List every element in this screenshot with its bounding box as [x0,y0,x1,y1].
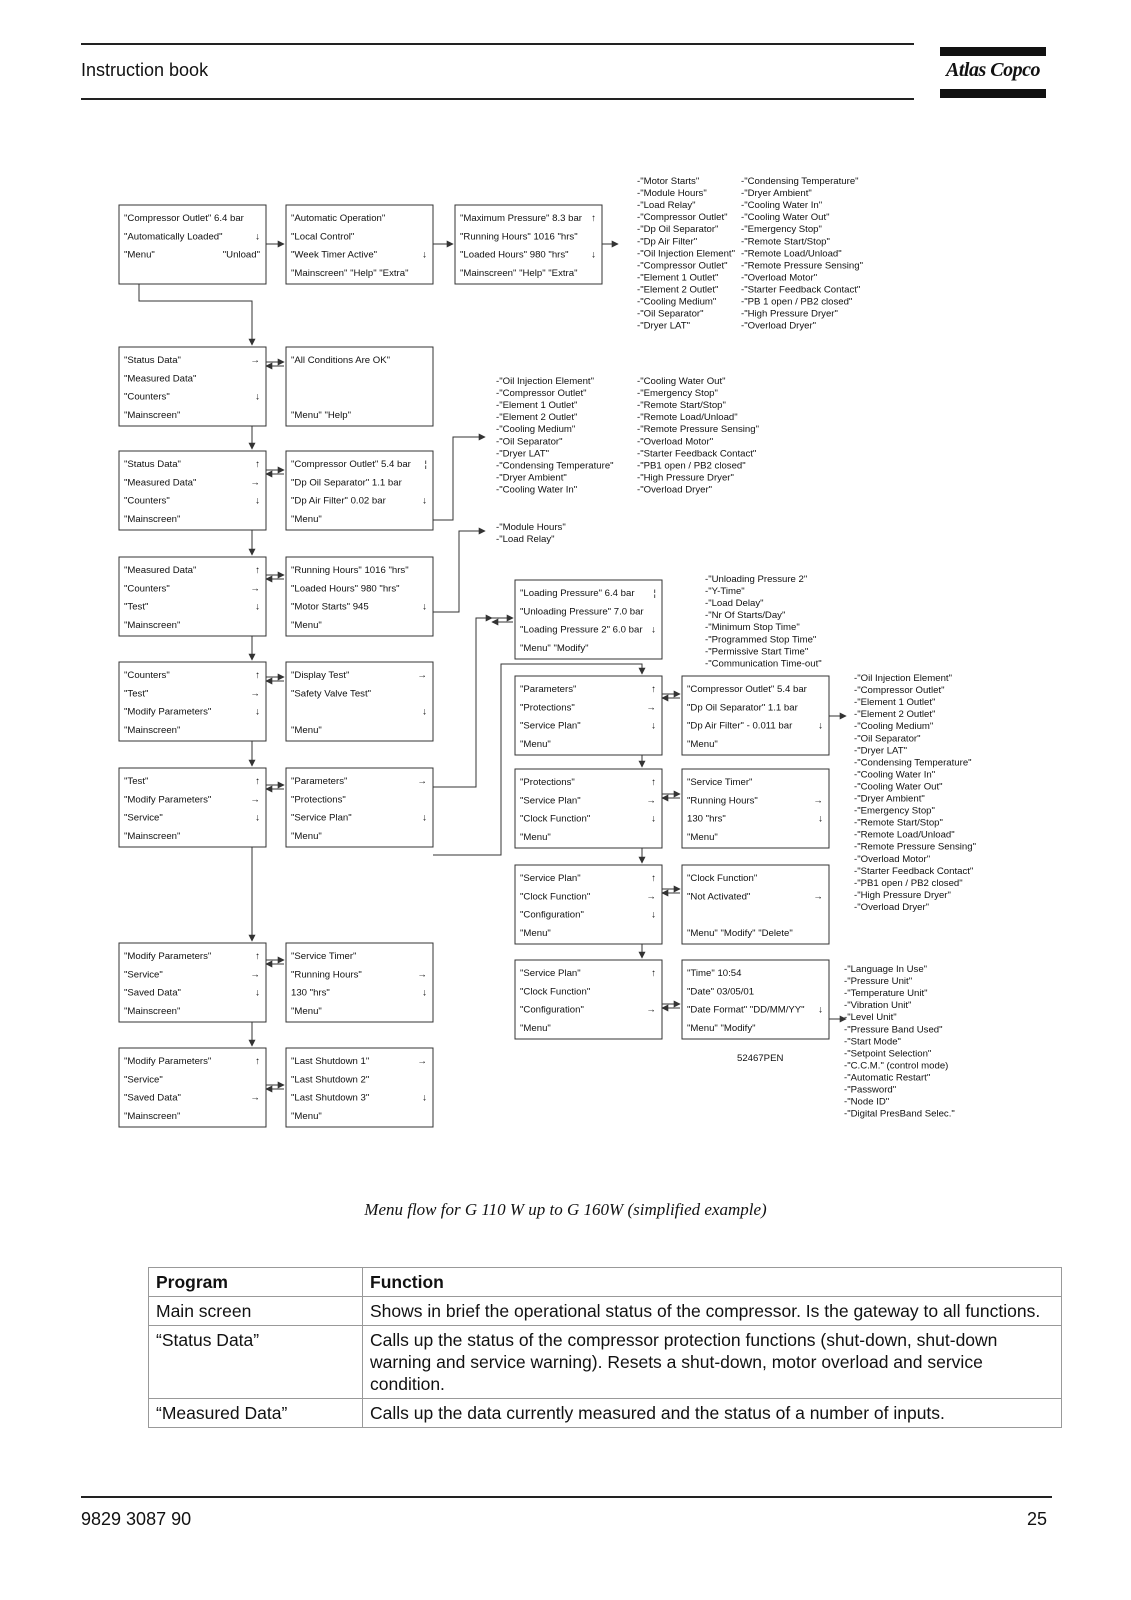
list-item: -"Nr Of Starts/Day" [705,610,786,622]
box-line: "Protections" [291,794,346,806]
list-item: -"Motor Starts" [637,176,700,187]
box-line: "All Conditions Are OK" [291,355,391,366]
box-line: "Modify Parameters" [124,951,212,962]
menu-box-menu-saved [119,1048,266,1127]
box-line: "Last Shutdown 2" [291,1074,370,1086]
box-line-right: ↓ [255,987,260,999]
list-item: -"Starter Feedback Contact" [741,284,861,296]
box-line-right: → [646,795,656,807]
connector [433,618,492,787]
connector [433,531,485,612]
list-item: -"Condensing Temperature" [854,757,972,769]
box-line-right: ↑ [651,777,656,788]
figure-code: 52467PEN [737,1053,784,1064]
box-line-right: → [250,583,260,595]
list-item: -"Pressure Band Used" [844,1024,943,1036]
box-line-right: ↓ [255,706,260,718]
box-line: "Clock Function" [687,873,758,884]
box-line-right: ↓ [651,624,656,636]
list-item: -"Permissive Start Time" [705,646,809,658]
menu-box-conditions [286,347,433,426]
box-line: "Measured Data" [124,477,197,489]
box-line-right: ↑ [255,1056,260,1067]
option-list-counters-list [496,522,566,545]
box-line: "Menu" "Modify" [520,642,589,654]
box-line-right: → [250,355,260,366]
box-line: "Service Timer" [687,777,753,788]
box-line: "Modify Parameters" [124,706,212,718]
menu-box-saved [286,1048,433,1127]
list-item: -"Cooling Water In" [854,769,936,781]
list-item: -"Element 1 Outlet" [637,272,719,284]
box-line-right: ↑ [255,459,260,470]
box-line: "Service Plan" [520,795,581,807]
box-line-right: ¦ [424,459,427,470]
box-line: "Menu" [687,738,718,750]
box-line: "Running Hours" 1016 "hrs" [291,565,409,576]
box-line: "Configuration" [520,909,584,921]
box-line: "Measured Data" [124,373,197,385]
list-item: -"Remote Start/Stop" [637,400,726,412]
box-line: "Mainscreen" [124,830,181,842]
table-row [149,1297,1062,1326]
option-list-extra-2 [741,176,863,332]
header-title: Instruction book [81,60,209,80]
box-line-right: → [813,795,823,807]
list-item: -"Load Relay" [637,200,696,212]
menu-box-menu-status [119,347,266,426]
box-line: "Menu" [291,830,322,842]
list-item: -"High Pressure Dryer" [741,308,838,320]
list-item: -"Element 2 Outlet" [496,412,578,424]
box-line: "Menu" [291,1005,322,1017]
box-line: "Counters" [124,391,170,403]
box-line-right: ↑ [255,951,260,962]
box-line-right: → [813,891,823,903]
box-line-right: → [250,1092,260,1104]
list-item: -"Oil Injection Element" [637,248,735,260]
list-item: -"Overload Dryer" [637,484,713,496]
box-line: "Loaded Hours" 980 "hrs" [460,249,569,261]
list-item: -"Dryer LAT" [637,320,691,332]
list-item: -"Load Relay" [496,534,555,546]
program-cell: “Status Data” [149,1326,363,1399]
box-line: "Menu" [291,513,322,525]
list-item: -"Element 1 Outlet" [854,697,936,709]
box-line: "Compressor Outlet" 5.4 bar [687,684,807,695]
box-line: "Service Plan" [520,968,581,979]
connector [433,437,485,520]
program-cell: Main screen [149,1297,363,1326]
program-function-table [148,1267,1062,1428]
list-item: -"Emergency Stop" [637,388,718,400]
list-item: -"Element 1 Outlet" [496,400,578,412]
menu-box-sub-serviceplan [515,865,662,944]
box-line-right: ↑ [591,213,596,224]
box-line: "Service" [124,969,163,981]
list-item: -"Module Hours" [637,188,707,200]
box-line-right: ↓ [651,720,656,732]
table-row [149,1326,1062,1399]
box-line: "Modify Parameters" [124,794,212,806]
list-item: -"Load Delay" [705,598,764,610]
menu-box-menu-measured [119,451,266,530]
list-item: -"PB 1 open / PB2 closed" [741,296,853,308]
box-line: "Test" [124,776,149,787]
list-item: -"Pressure Unit" [844,976,913,988]
box-line-right: → [250,794,260,806]
box-line-right: → [417,969,427,981]
list-item: -"Node ID" [844,1096,890,1108]
figure-caption: Menu flow for G 110 W up to G 160W (simplified example) [364,1200,767,1219]
box-line: "Dp Air Filter" - 0.011 bar [687,720,793,732]
column-header-function: Function [363,1268,1062,1297]
box-line-right: ↑ [651,968,656,979]
list-item: -"Cooling Medium" [637,296,717,308]
program-cell: “Measured Data” [149,1399,363,1428]
menu-box-sub-protections [515,769,662,848]
list-item: -"Remote Load/Unload" [854,829,955,841]
document-number: 9829 3087 90 [81,1509,192,1529]
box-line: "Clock Function" [520,986,591,998]
box-line: "Safety Valve Test" [291,688,372,700]
box-line-right: ↓ [818,813,823,825]
box-line-right: → [250,477,260,489]
box-line-right: ↑ [255,565,260,576]
column-header-program: Program [149,1268,363,1297]
box-line: "Dp Air Filter" 0.02 bar [291,495,386,507]
box-line: "Menu" "Modify" "Delete" [687,927,793,939]
list-item: -"Cooling Water In" [496,484,578,496]
box-line: "Saved Data" [124,987,181,999]
list-item: -"Module Hours" [496,522,566,533]
box-line: "Dp Oil Separator" 1.1 bar [291,477,402,489]
list-item: -"Remote Pressure Sensing" [741,260,863,272]
list-item: -"Dryer Ambient" [854,793,925,805]
box-line: "Service" [124,812,163,824]
list-item: -"Emergency Stop" [854,805,935,817]
list-item: -"Overload Motor" [854,853,931,865]
menu-box-measured [286,451,433,530]
list-item: -"Start Mode" [844,1036,901,1048]
box-line: "Display Test" [291,670,350,681]
list-item: -"Remote Load/Unload" [637,412,738,424]
box-line-right: → [646,1004,656,1016]
list-item: -"Oil Separator" [637,308,704,320]
box-line: "Week Timer Active" [291,249,378,261]
list-item: -"Dryer LAT" [854,745,908,757]
menu-box-modify [286,768,433,847]
box-line: "Mainscreen" [124,724,181,736]
list-item: -"Dryer LAT" [496,448,550,460]
box-line: "Last Shutdown 3" [291,1092,370,1104]
box-line-right: → [646,891,656,903]
option-list-measured-2 [637,376,759,495]
box-line-right: ↑ [255,776,260,787]
list-item: -"Oil Injection Element" [854,673,952,684]
box-line-right: ¦ [653,588,656,599]
box-line-right: ↓ [255,812,260,824]
list-item: -"Condensing Temperature" [741,176,859,187]
menu-box-maxpressure [455,205,602,284]
box-line-right: ↓ [651,909,656,921]
box-line: "Test" [124,688,149,700]
box-line: "Mainscreen" [124,513,181,525]
box-line-right: ↓ [422,1092,427,1104]
menu-box-menu-modify [119,768,266,847]
connector [139,284,252,345]
box-line: "Local Control" [291,231,355,243]
list-item: -"Language In Use" [844,964,928,975]
box-line: "Mainscreen" [124,1110,181,1122]
box-line: "Date Format" "DD/MM/YY" [687,1004,805,1016]
box-line: "Running Hours" [291,969,362,981]
box-line: "Menu" [291,619,322,631]
box-line: "Service Timer" [291,951,357,962]
list-item: -"Oil Separator" [854,733,921,745]
option-list-measured-1 [496,376,614,495]
list-item: -"High Pressure Dryer" [637,472,734,484]
box-line: "Menu" [520,1022,551,1034]
list-item: -"PB1 open / PB2 closed" [854,877,963,889]
list-item: -"Overload Dryer" [854,901,930,913]
box-line: "Test" [124,601,149,613]
box-line: "Menu" [520,831,551,843]
option-list-protections-list [854,673,976,913]
box-line: "Clock Function" [520,891,591,903]
menu-box-serviceplan [682,769,829,848]
box-line: "Loading Pressure" 6.4 bar [520,588,635,599]
list-item: -"Cooling Medium" [854,721,934,733]
list-item: -"Cooling Water Out" [637,376,726,387]
box-line: "Menu" [520,738,551,750]
box-line-right: ↓ [422,987,427,999]
box-line-right: ↓ [651,813,656,825]
box-line: "Menu" [520,927,551,939]
box-line: "Modify Parameters" [124,1056,212,1067]
list-item: -"Compressor Outlet" [496,388,587,400]
list-item: -"Dryer Ambient" [496,472,567,484]
box-line-right: ↓ [255,391,260,403]
box-line: "Service Plan" [520,873,581,884]
box-line: "Counters" [124,583,170,595]
list-item: -"PB1 open / PB2 closed" [637,460,746,472]
box-line: "Mainscreen" "Help" "Extra" [291,267,409,279]
list-item: -"Password" [844,1084,897,1096]
box-line: "Menu" [124,249,155,261]
box-line: "Protections" [520,702,575,714]
table-header-row [149,1268,1062,1297]
list-item: -"Condensing Temperature" [496,460,614,472]
menu-box-clock [682,865,829,944]
menu-box-sub-parameters [515,676,662,755]
box-line: "Loading Pressure 2" 6.0 bar [520,624,643,636]
menu-box-sub-config [515,960,662,1039]
box-line-right: → [417,1056,427,1067]
page-number: 25 [1026,1509,1047,1529]
menu-box-main [119,205,266,284]
box-line: "Unloading Pressure" 7.0 bar [520,606,644,618]
box-line-right: ↓ [422,601,427,613]
box-line: 130 "hrs" [687,813,726,825]
box-line: "Compressor Outlet" 5.4 bar [291,459,411,470]
box-line-right: ↓ [422,495,427,507]
list-item: -"Emergency Stop" [741,224,822,236]
box-line: "Protections" [520,777,575,788]
box-line-right: → [646,702,656,714]
box-line: "Automatically Loaded" [124,231,223,243]
list-item: -"Overload Motor" [637,436,714,448]
box-line: "Service Plan" [520,720,581,732]
list-item: -"Automatic Restart" [844,1072,931,1084]
list-item: -"Dp Oil Separator" [637,224,719,236]
box-line-right: → [417,776,427,787]
list-item: -"Digital PresBand Selec." [844,1108,955,1120]
menu-box-loading [515,580,662,659]
list-item: -"Temperature Unit" [844,988,928,1000]
box-line: "Configuration" [520,1004,584,1016]
box-line: "Measured Data" [124,565,197,576]
box-line: "Motor Starts" 945 [291,601,369,613]
box-line: "Parameters" [291,776,348,787]
box-line-right: ↓ [422,706,427,718]
list-item: -"Setpoint Selection" [844,1048,932,1060]
box-line: "Not Activated" [687,891,751,903]
menu-box-service [286,943,433,1022]
box-line-right: ↓ [591,249,596,261]
box-line: "Dp Oil Separator" 1.1 bar [687,702,798,714]
list-item: -"Oil Injection Element" [496,376,594,387]
box-line: "Time" 10:54 [687,968,742,979]
list-item: -"Overload Motor" [741,272,818,284]
list-item: -"Overload Dryer" [741,320,817,332]
menu-box-operation [286,205,433,284]
list-item: -"Oil Separator" [496,436,563,448]
list-item: -"Element 2 Outlet" [637,284,719,296]
list-item: -"Compressor Outlet" [854,685,945,697]
box-line-right: ↓ [422,249,427,261]
menu-box-test [286,662,433,741]
list-item: -"Starter Feedback Contact" [637,448,757,460]
box-line: "Parameters" [520,684,577,695]
list-item: -"Element 2 Outlet" [854,709,936,721]
box-line-right: ↑ [651,684,656,695]
box-line-right: ↓ [818,720,823,732]
table-row [149,1399,1062,1428]
function-cell: Shows in brief the operational status of the compressor. Is the gateway to all functions. [363,1297,1062,1326]
list-item: -"C.C.M." (control mode) [844,1060,949,1072]
list-item: -"Cooling Water Out" [741,212,830,224]
box-line: "Counters" [124,495,170,507]
box-line: 130 "hrs" [291,987,330,999]
list-item: -"Remote Start/Stop" [741,236,830,248]
list-item: -"Remote Start/Stop" [854,817,943,829]
box-line-right: "Unload" [222,249,260,261]
list-item: -"Compressor Outlet" [637,212,728,224]
list-item: -"Remote Pressure Sensing" [637,424,759,436]
list-item: -"Starter Feedback Contact" [854,865,974,877]
function-cell: Calls up the status of the compressor protection functions (shut-down, shut-down warning and service warning). Resets a shut-down, motor overload and service condition. [363,1326,1062,1399]
box-line: "Mainscreen" [124,619,181,631]
box-line-right: → [250,688,260,700]
box-line: "Last Shutdown 1" [291,1056,370,1067]
list-item: -"Programmed Stop Time" [705,634,817,646]
box-line: "Compressor Outlet" 6.4 bar [124,213,244,224]
menu-box-menu-counters [119,557,266,636]
list-item: -"Communication Time-out" [705,658,822,670]
brand-name: Atlas Copco [946,59,1040,81]
option-list-extra-1 [637,176,735,332]
list-item: -"Y-Time" [705,586,745,598]
list-item: -"Remote Load/Unload" [741,248,842,260]
option-list-loading-list [705,574,822,669]
box-line-right: ↓ [255,231,260,243]
option-list-config-list [844,964,955,1120]
box-line-right: ↓ [255,601,260,613]
box-line: "Status Data" [124,355,181,366]
box-line: "Mainscreen" "Help" "Extra" [460,267,578,279]
list-item: -"Cooling Medium" [496,424,576,436]
box-line: "Menu" "Help" [291,409,352,421]
box-line: "Saved Data" [124,1092,181,1104]
box-line-right: → [417,670,427,681]
box-line: "Menu" [687,831,718,843]
list-item: -"Dp Air Filter" [637,236,698,248]
list-item: -"Cooling Water In" [741,200,823,212]
list-item: -"Compressor Outlet" [637,260,728,272]
box-line: "Loaded Hours" 980 "hrs" [291,583,400,595]
list-item: -"Minimum Stop Time" [705,622,800,634]
menu-box-menu-service [119,943,266,1022]
box-line: "Menu" [291,1110,322,1122]
box-line: "Date" 03/05/01 [687,986,755,998]
box-line: "Maximum Pressure" 8.3 bar [460,213,582,224]
list-item: -"Cooling Water Out" [854,781,943,793]
box-line-right: ↑ [255,670,260,681]
box-line-right: ↓ [255,495,260,507]
menu-box-menu-test [119,662,266,741]
box-line: "Menu" "Modify" [687,1022,756,1034]
box-line-right: ↓ [818,1004,823,1016]
menu-box-config [682,960,829,1039]
list-item: -"Level Unit" [844,1012,897,1024]
menu-box-counters [286,557,433,636]
box-line: "Automatic Operation" [291,213,386,224]
menu-box-protections [682,676,829,755]
box-line: "Counters" [124,670,170,681]
box-line: "Clock Function" [520,813,591,825]
box-line-right: → [250,969,260,981]
list-item: -"Remote Pressure Sensing" [854,841,976,853]
box-line-right: ↓ [422,812,427,824]
box-line: "Mainscreen" [124,409,181,421]
box-line: "Status Data" [124,459,181,470]
list-item: -"Unloading Pressure 2" [705,574,808,585]
box-line: "Mainscreen" [124,1005,181,1017]
function-cell: Calls up the data currently measured and the status of a number of inputs. [363,1399,1062,1428]
list-item: -"Dryer Ambient" [741,188,812,200]
box-line: "Service" [124,1074,163,1086]
box-line-right: ↑ [651,873,656,884]
footer-rule [81,1496,1052,1498]
box-line: "Running Hours" 1016 "hrs" [460,231,578,243]
box-line: "Service Plan" [291,812,352,824]
list-item: -"High Pressure Dryer" [854,889,951,901]
box-line: "Menu" [291,724,322,736]
box-line: "Running Hours" [687,795,758,807]
list-item: -"Vibration Unit" [844,1000,912,1012]
